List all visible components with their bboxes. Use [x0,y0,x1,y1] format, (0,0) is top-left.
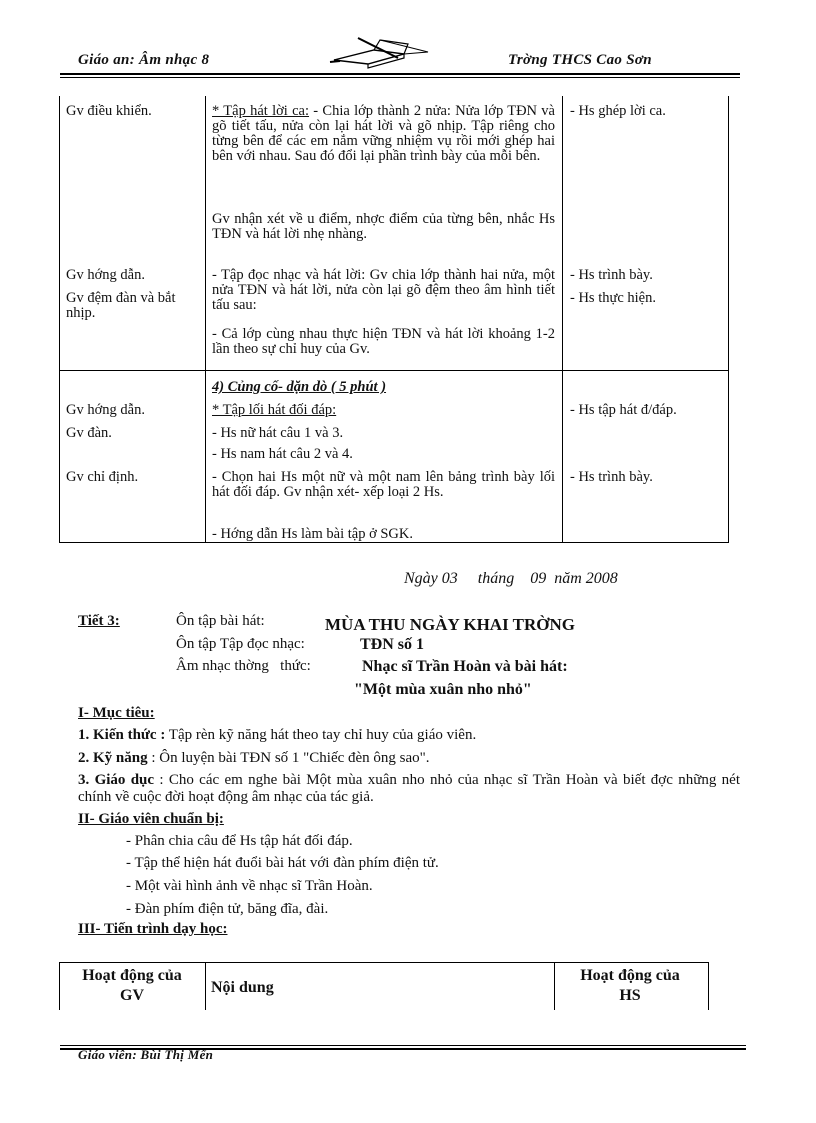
table-cell-content: - Hs nam hát câu 2 và 4. [212,446,353,462]
table-cell-gv: Gv hớng dẫn. [66,402,145,418]
header-left-title: Giáo an: Âm nhạc 8 [78,52,210,68]
prep-item: - Phân chia câu để Hs tập hát đối đáp. [126,833,353,849]
lesson-line-3-label: Âm nhạc thờng thức: [176,658,311,674]
prep-item: - Tập thể hiện hát đuổi bài hát với đàn phím điện tử. [126,855,439,871]
table-cell-content: * Tập hát lời ca: - Chia lớp thành 2 nửa: Nửa lớp TĐN và gõ tiết tấu, nửa còn lại hát lời và gõ nhịp. Tập riêng cho từng bên để các em nắm vững nhiệm vụ rồi mới ghép hai bên với nhau. Sau đó đổi lại phần trình bày của mỗi bên. [212,103,555,164]
table-cell-content: Gv nhận xét về u điểm, nhợc điểm của từng bên, nhắc Hs TĐN và hát lời nhẹ nhàng. [212,211,555,242]
table-cell-content: - Hs nữ hát câu 1 và 3. [212,425,344,441]
table-cell-hs: - Hs trình bày. [570,469,653,485]
table-cell-hs: - Hs tập hát đ/đáp. [570,402,677,418]
process-heading: III- Tiến trình dạy học: [78,921,228,937]
table-cell-hs: - Hs trình bày. [570,267,653,283]
header-rule [60,73,740,75]
table-cell-gv: Gv điều khiển. [66,103,152,119]
lesson-line-2-label: Ôn tập Tập đọc nhạc: [176,636,305,652]
column-header-hs: Hoạt động của HS [580,967,680,1004]
lesson-tdn-title: TĐN số 1 [360,636,425,653]
lesson-date: Ngày 03 tháng 09 năm 2008 [404,570,618,587]
objective-item: 1. Kiến thức : Tập rèn kỹ năng hát theo tay chỉ huy của giáo viên. [78,727,477,743]
prep-item: - Đàn phím điện tử, băng đĩa, đài. [126,901,329,917]
footer-teacher: Giáo viên: Bùi Thị Mến [78,1047,214,1062]
book-pen-logo [328,30,438,72]
table-cell-content: * Tập lối hát đối đáp: [212,402,337,418]
objective-item: 3. Giáo dục : Cho các em nghe bài Một mùa xuân nho nhỏ của nhạc sĩ Trần Hoàn và biết đợc những nét chính về cuộc đời hoạt động âm nhạc của tác giả. [78,772,740,805]
table-cell-hs: - Hs thực hiện. [570,290,656,306]
section-title-consolidation: 4) Củng cố- dặn dò ( 5 phút ) [212,379,387,395]
lesson-song-name: "Một mùa xuân nho nhỏ" [354,681,532,698]
footer-rule [60,1045,746,1046]
table-cell-content: - Cả lớp cùng nhau thực hiện TĐN và hát lời khoảng 1-2 lần theo sự chỉ huy của Gv. [212,326,555,357]
lesson-music-topic: Nhạc sĩ Trần Hoàn và bài hát: [362,658,568,675]
table-cell-content: - Hớng dẫn Hs làm bài tập ở SGK. [212,526,413,542]
table-cell-gv: Gv hớng dẫn. [66,267,145,283]
table-cell-hs: - Hs ghép lời ca. [570,103,666,119]
table-cell-content: - Tập đọc nhạc và hát lời: Gv chia lớp thành hai nửa, một nửa TĐN và hát lời, nửa còn lại gõ đệm theo âm hình tiết tấu sau: [212,267,555,313]
table-cell-content: - Chọn hai Hs một nữ và một nam lên bảng trình bày lối hát đối đáp. Gv nhận xét- xếp loại 2 Hs. [212,469,555,500]
header-right-school: Trờng THCS Cao Sơn [508,52,652,68]
table-cell-gv: Gv đàn. [66,425,112,441]
column-header-gv: Hoạt động của GV [82,967,182,1004]
preparation-heading: II- Giáo viên chuẩn bị: [78,811,224,827]
lesson-song-title: MÙA THU NGÀY KHAI TRỜNG [325,615,575,634]
column-header-content: Nội dung [211,979,274,996]
prep-item: - Một vài hình ảnh về nhạc sĩ Trần Hoàn. [126,878,373,894]
table-cell-gv: Gv đệm đàn và bắt nhịp. [66,290,176,321]
lesson-label: Tiết 3: [78,613,120,629]
objective-item: 2. Kỹ năng : Ôn luyện bài TĐN số 1 "Chiếc đèn ông sao". [78,750,430,766]
objectives-heading: I- Mục tiêu: [78,705,155,721]
lesson-line-1-label: Ôn tập bài hát: [176,613,265,629]
header-rule-thin [60,77,740,78]
table-cell-gv: Gv chỉ định. [66,469,139,485]
